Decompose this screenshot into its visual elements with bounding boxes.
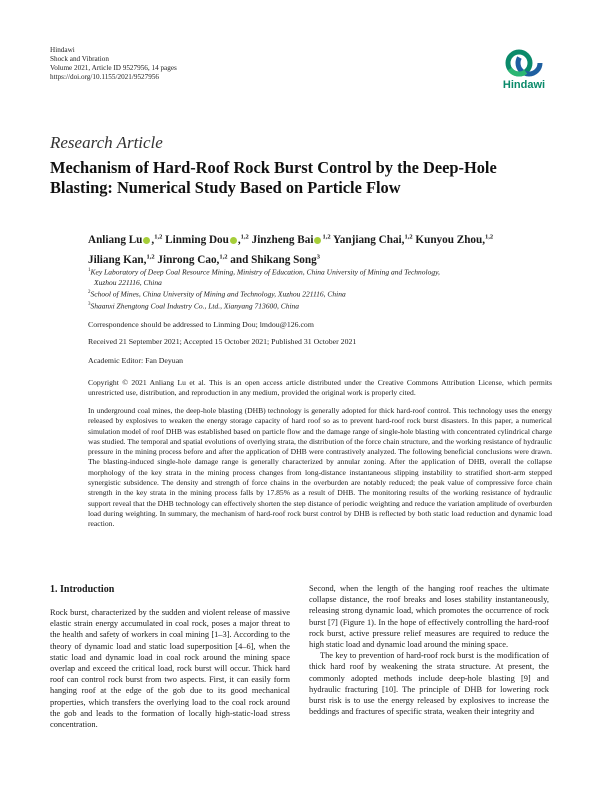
author[interactable] (415, 234, 493, 246)
affiliation: Xuzhou 221116, China (94, 277, 162, 287)
body-column-left (50, 607, 290, 730)
journal-info (50, 46, 177, 82)
author-affiliation: 3 (316, 253, 320, 261)
paper-title: Mechanism of Hard-Roof Rock Burst Control by the Deep-Hole Blasting: Numerical Study Based on Particle Flow (50, 158, 497, 197)
academic-editor: Academic Editor: Fan Deyuan (88, 356, 184, 365)
abstract: In underground coal mines, the deep-hole blasting (DHB) technology is generally adopted for thick hard-roof control. This technology uses the energy released by explosives to weaken the energy storage capacity of hard roof so as to prevent hard-roof rock burst disasters. In this paper, a numerical simulation model of roof DHB was established based on particle flow and the damage range of single-hole blasting with concentrated cylindrical charge was studied. The temporal and spatial evolutions of overlying strata, the distribution of the force chain structure, and the working resistance of hydraulic pressure in the mining process before and after the application of DHB were contrastively analyzed. The following beneficial conclusions were drawn. The blasting-induced single-hole damage range is generally characterized by annular zoning. After the application of DHB, overall the collapse morphology of the key strata in the mining process changes from long-distance instantaneous slipping instability to stratified short-arm stepped synergistic subsidence. The density and strength of force chains in the overburden are notably reduced; the peak value of compressive force chain strength in the key strata in the mining process falls by 17.85% as a result of DHB. The monitoring results of the working resistance of hydraulic support reveal that the DHB technology can effectively shorten the step distance of periodic weighting and reduce the variation amplitude of overburden load during weighting. In summary, the mechanism of hard-roof rock burst control by DHB is reflected by both static load reduction and dynamic load reaction. (88, 406, 552, 529)
journal-name: Shock and Vibration (50, 55, 109, 63)
affiliation: $^1$Key Laboratory of Deep Coal Resource Mining, Ministry of Education, China University of Mining and Technology, (88, 267, 440, 277)
author-name: Jinzheng Bai (251, 233, 314, 246)
publisher-name: Hindawi (50, 46, 75, 54)
author-name: Anliang Lu (88, 233, 143, 246)
author-list (88, 228, 558, 269)
author-name: Jiliang Kan, (88, 254, 147, 267)
orcid-icon[interactable] (314, 237, 321, 244)
author-name: Shikang Song (251, 254, 317, 267)
body-paragraph: The key to prevention of hard-roof rock burst is the modification of thick hard roof by weakening the strata structure. At present, the commonly adopted methods include deep-hole blasting [9] and hydraulic fracturing [10]. The principle of DHB for lowering rock burst risk is to use the energy released by explosives to increase the beddings and fractures of specific strata, weaken their integrity and (309, 651, 549, 717)
doi-link[interactable]: https://doi.org/10.1155/2021/9527956 (50, 73, 160, 81)
author-name: Jinrong Cao, (157, 254, 220, 267)
author[interactable] (88, 254, 155, 266)
author-affiliation: 1,2 (485, 233, 494, 240)
author[interactable] (251, 254, 320, 266)
section-heading: 1. Introduction (50, 584, 115, 595)
body-paragraph: Rock burst, characterized by the sudden and violent release of massive elastic strain energy accumulated in coal rock, poses a major threat to the health and safety of workers in coal mining [1–3]. According to the theory of dynamic load and static load superposition [4–6], when the static load and dynamic load in coal rock around the mining space overlap and exceed the critical load, rock burst will occur. Thick hard roof can control rock burst from two aspects. First, it can easily form hanging roof at the edge of the gob due to its good mechanical properties, which transfers the overlying load to the coal rock around the gob and leads to the formation of locally high-static-load stress concentration. (50, 608, 290, 730)
author-name: Yanjiang Chai, (332, 233, 405, 246)
author[interactable]: Linming Dou ,$^{1,2}$ (165, 233, 249, 246)
article-type: Research Article (50, 133, 163, 152)
author-affiliation: 1,2 (146, 253, 155, 261)
author-affiliation: 1,2 (404, 233, 413, 240)
author[interactable]: Jinrong Cao,$^{1,2}$ and (157, 253, 249, 267)
orcid-icon[interactable] (143, 237, 150, 244)
author-name: Kunyou Zhou, (415, 233, 486, 246)
affiliation: $^3$Shaanxi Zhengtong Coal Industry Co., Ltd., Xianyang 713600, China (88, 301, 300, 311)
publication-dates: Received 21 September 2021; Accepted 15 October 2021; Published 31 October 2021 (88, 337, 357, 346)
copyright-notice: Copyright © 2021 Anliang Lu et al. This is an open access article distributed under the Creative Commons Attribution License, which permits unrestricted use, distribution, and reproduction in any medium, provided the original work is properly cited. (88, 378, 552, 398)
affiliation: $^2$School of Mines, China University of Mining and Technology, Xuzhou 221116, China (88, 289, 346, 299)
volume-info: Volume 2021, Article ID 9527956, 14 pages (50, 64, 177, 72)
orcid-icon[interactable] (230, 237, 237, 244)
body-paragraph: Second, when the length of the hanging roof reaches the ultimate collapse distance, the roof breaks and loses stability instantaneously, releasing strong dynamic load, which promotes the occurrence of rock burst [7] (Figure 1). In the hope of effectively controlling the hard-roof rock burst, active pressure relief measures are required to reduce the high static load and dynamic load around the mining space. (309, 584, 549, 650)
correspondence: Correspondence should be addressed to Linming Dou; lmdou@126.com (88, 320, 314, 329)
author-affiliation: 1,2 (154, 233, 163, 240)
author[interactable] (333, 234, 413, 246)
hindawi-rings-icon (504, 46, 544, 80)
author[interactable] (252, 234, 331, 246)
author-affiliation: 1,2 (240, 233, 249, 240)
logo-text: Hindawi (502, 79, 546, 91)
hindawi-logo (496, 46, 552, 91)
affiliation-list (88, 266, 548, 312)
author-name: Linming Dou (165, 233, 229, 246)
author-affiliation: 1,2 (219, 253, 228, 261)
author-affiliation: 1,2 (322, 233, 331, 240)
author[interactable]: Anliang Lu ,$^{1,2}$ (88, 233, 163, 246)
body-column-right (309, 583, 549, 717)
